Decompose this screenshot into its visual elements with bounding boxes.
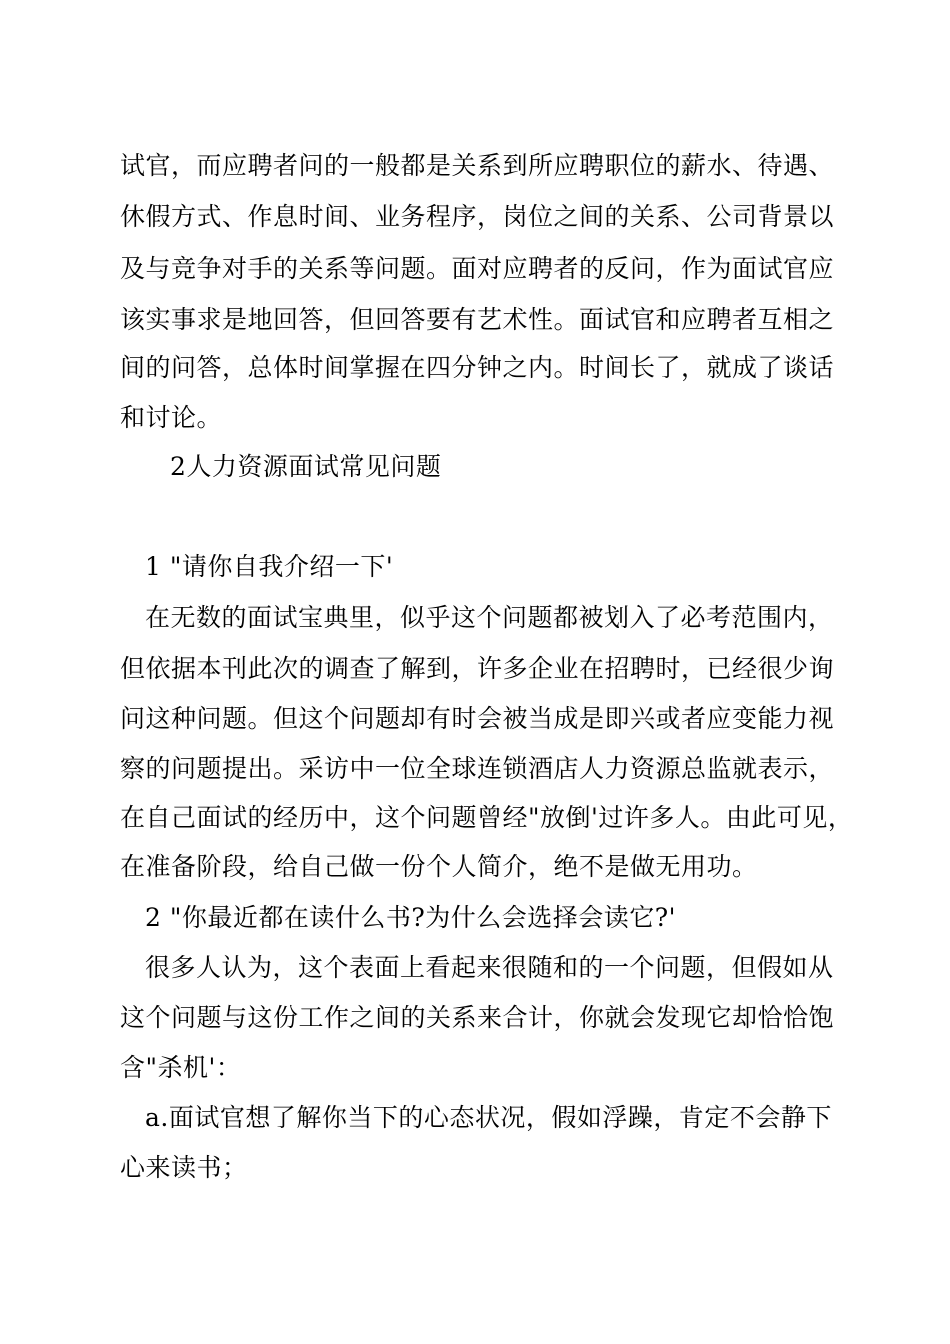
- paragraph-1-line-3: 及与竞争对手的关系等问题。面对应聘者的反问，作为面试官应: [120, 254, 835, 283]
- point-a-line-2: 心来读书；: [120, 1153, 248, 1182]
- question-2-line-3: 含"杀机'：: [120, 1053, 242, 1082]
- question-1-line-3: 问这种问题。但这个问题却有时会被当成是即兴或者应变能力视: [120, 704, 835, 733]
- question-2-line-2: 这个问题与这份工作之间的关系来合计，你就会发现它却恰恰饱: [120, 1003, 835, 1032]
- paragraph-1-line-6: 和讨论。: [120, 403, 223, 432]
- point-a-line-1: a.面试官想了解你当下的心态状况，假如浮躁，肯定不会静下: [145, 1103, 832, 1132]
- question-1-line-5: 在自己面试的经历中，这个问题曾经"放倒'过许多人。由此可见，: [120, 803, 854, 832]
- paragraph-1-line-2: 休假方式、作息时间、业务程序，岗位之间的关系、公司背景以: [120, 202, 835, 231]
- question-1-line-6: 在准备阶段，给自己做一份个人简介，绝不是做无用功。: [120, 852, 758, 881]
- question-1-title: 1 "请你自我介绍一下': [145, 552, 394, 581]
- question-2-line-1: 很多人认为，这个表面上看起来很随和的一个问题，但假如从: [145, 953, 834, 982]
- paragraph-1-line-1: 试官，而应聘者问的一般都是关系到所应聘职位的薪水、待遇、: [120, 151, 835, 180]
- paragraph-1-line-5: 间的问答，总体时间掌握在四分钟之内。时间长了，就成了谈话: [120, 353, 835, 382]
- question-1-line-1: 在无数的面试宝典里，似乎这个问题都被划入了必考范围内，: [145, 603, 834, 632]
- question-1-line-2: 但依据本刊此次的调查了解到，许多企业在招聘时，已经很少询: [120, 654, 835, 683]
- paragraph-1-line-4: 该实事求是地回答，但回答要有艺术性。面试官和应聘者互相之: [120, 305, 835, 334]
- question-1-line-4: 察的问题提出。采访中一位全球连锁酒店人力资源总监就表示，: [120, 754, 835, 783]
- question-2-title: 2 "你最近都在读什么书?为什么会选择会读它?': [145, 903, 677, 932]
- section-heading: 2人力资源面试常见问题: [170, 452, 442, 481]
